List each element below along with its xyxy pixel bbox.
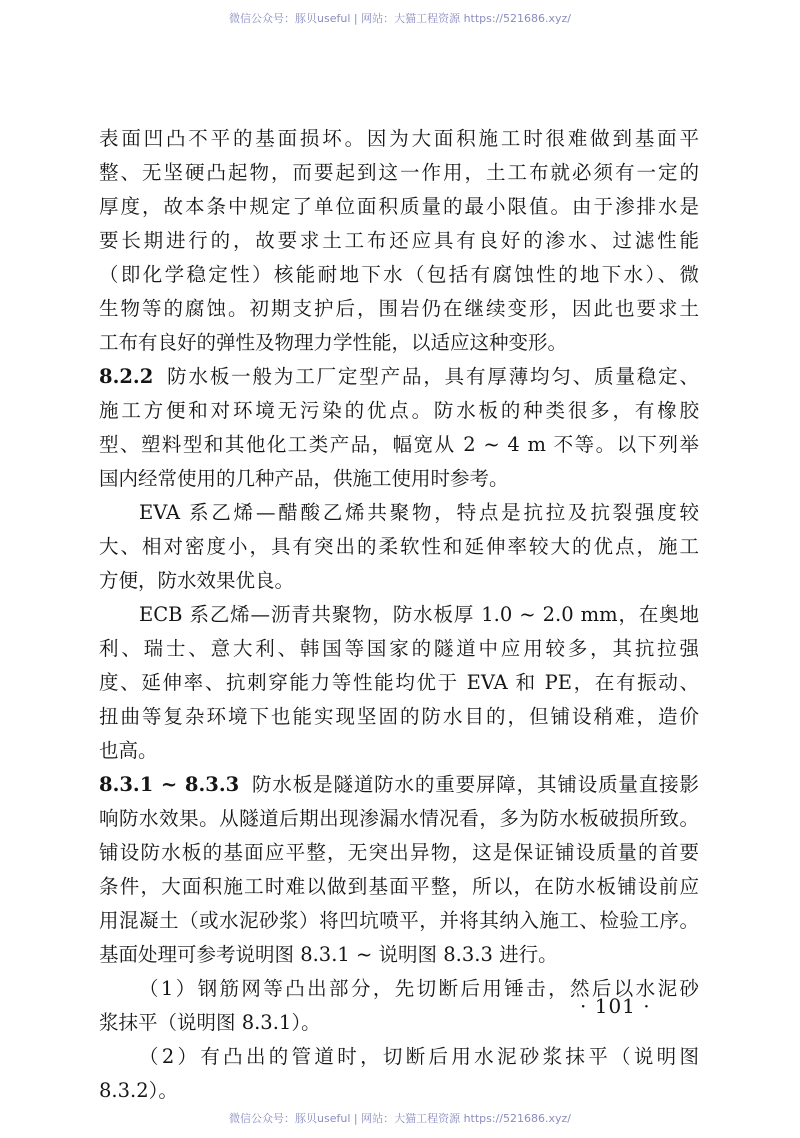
line-text: 型、塑料型和其他化工类产品，幅宽从 2 ~ 4 m 不等。以下列举 <box>99 433 699 456</box>
text-line <box>99 156 699 190</box>
line-text: 扭曲等复杂环境下也能实现坚固的防水目的，但铺设稍难，造价 <box>99 705 699 728</box>
line-text: 方便，防水效果优良。 <box>99 569 295 592</box>
line-text: 条件，大面积施工时难以做到基面平整，所以，在防水板铺设前应 <box>99 875 699 898</box>
text-line <box>99 700 699 734</box>
text-line <box>99 666 699 700</box>
text-line <box>99 292 699 326</box>
text-line <box>99 802 699 836</box>
line-text: 利、瑞士、意大利、韩国等国家的隧道中应用较多，其抗拉强 <box>99 637 699 660</box>
text-line <box>99 564 699 598</box>
line-text: 大、相对密度小，具有突出的柔软性和延伸率较大的优点，施工 <box>99 535 699 558</box>
text-line <box>99 258 699 292</box>
text-line <box>99 462 699 496</box>
line-text: 响防水效果。从隧道后期出现渗漏水情况看，多为防水板破损所致。 <box>99 807 699 830</box>
text-line <box>99 1074 699 1108</box>
text-line <box>99 632 699 666</box>
line-text: ECB 系乙烯—沥青共聚物，防水板厚 1.0 ~ 2.0 mm，在奥地 <box>139 603 699 626</box>
section-number: 8.3.1 ~ 8.3.3 <box>99 773 240 796</box>
text-line <box>99 224 699 258</box>
text-line <box>99 394 699 428</box>
section-number: 8.2.2 <box>99 365 154 388</box>
text-line <box>99 598 699 632</box>
text-line <box>99 530 699 564</box>
line-text: （1）钢筋网等凸出部分，先切断后用锤击，然后以水泥砂 <box>139 977 699 1000</box>
line-text: 防水板一般为工厂定型产品，具有厚薄均匀、质量稳定、 <box>165 365 699 388</box>
line-text: 工布有良好的弹性及物理力学性能，以适应这种变形。 <box>99 331 568 354</box>
text-line <box>99 836 699 870</box>
line-text: 用混凝土（或水泥砂浆）将凹坑喷平，并将其纳入施工、检验工序。 <box>99 909 699 932</box>
line-text: （2）有凸出的管道时，切断后用水泥砂浆抹平（说明图 <box>139 1045 699 1068</box>
text-line <box>99 768 699 802</box>
line-text: 整、无坚硬凸起物，而要起到这一作用，土工布就必须有一定的 <box>99 161 699 184</box>
line-text: （即化学稳定性）核能耐地下水（包括有腐蚀性的地下水）、微 <box>99 263 699 286</box>
line-text: 度、延伸率、抗刺穿能力等性能均优于 EVA 和 PE，在有振动、 <box>99 671 699 694</box>
text-line <box>99 734 699 768</box>
line-text: 表面凹凸不平的基面损坏。因为大面积施工时很难做到基面平 <box>99 127 699 150</box>
text-line <box>99 428 699 462</box>
page-number: · 101 · <box>580 994 651 1018</box>
line-text: 厚度，故本条中规定了单位面积质量的最小限值。由于渗排水是 <box>99 195 699 218</box>
text-line <box>99 326 699 360</box>
page-body <box>99 122 699 1108</box>
watermark-bottom: 微信公众号：豚贝useful | 网站：大猫工程资源 https://521686.xyz/ <box>229 1112 571 1125</box>
line-text: 施工方便和对环境无污染的优点。防水板的种类很多，有橡胶 <box>99 399 699 422</box>
text-line <box>99 496 699 530</box>
line-text: 要长期进行的，故要求土工布还应具有良好的渗水、过滤性能 <box>99 229 699 252</box>
line-text: 国内经常使用的几种产品，供施工使用时参考。 <box>99 467 509 490</box>
text-line <box>99 1040 699 1074</box>
line-text: 防水板是隧道防水的重要屏障，其铺设质量直接影 <box>251 773 699 796</box>
text-line <box>99 904 699 938</box>
line-text: 基面处理可参考说明图 8.3.1 ~ 说明图 8.3.3 进行。 <box>99 943 558 966</box>
line-text: 也高。 <box>99 739 158 762</box>
line-text: 8.3.2）。 <box>99 1079 178 1102</box>
line-text: 铺设防水板的基面应平整，无突出异物，这是保证铺设质量的首要 <box>99 841 699 864</box>
line-text: 生物等的腐蚀。初期支护后，围岩仍在继续变形，因此也要求土 <box>99 297 699 320</box>
text-line <box>99 122 699 156</box>
text-line <box>99 190 699 224</box>
watermark-top: 微信公众号：豚贝useful | 网站：大猫工程资源 https://521686.xyz/ <box>229 12 571 25</box>
text-line <box>99 938 699 972</box>
text-line <box>99 360 699 394</box>
line-text: EVA 系乙烯—醋酸乙烯共聚物，特点是抗拉及抗裂强度较 <box>139 501 699 524</box>
text-line <box>99 870 699 904</box>
line-text: 浆抹平（说明图 8.3.1）。 <box>99 1011 321 1034</box>
